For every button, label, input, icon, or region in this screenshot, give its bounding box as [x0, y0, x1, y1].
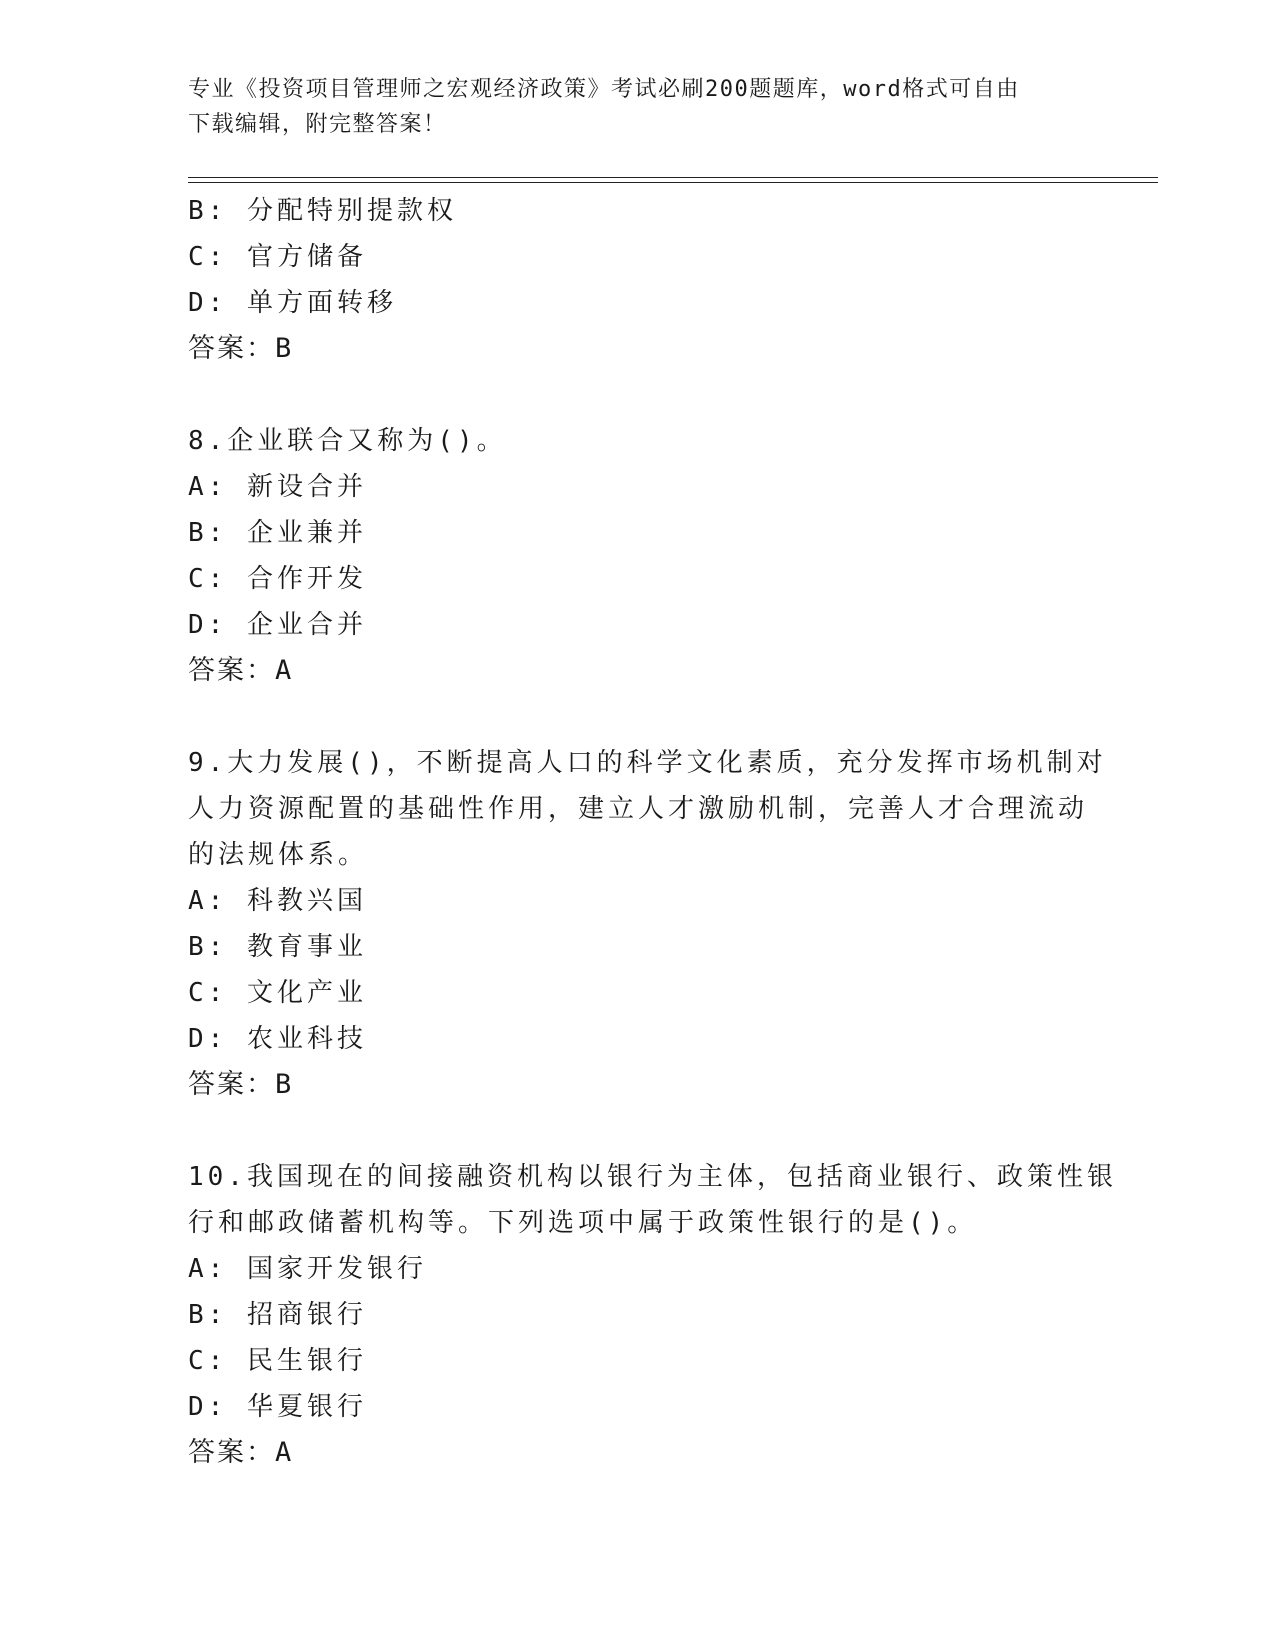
spacer	[188, 694, 1088, 740]
option-a: A: 新设合并	[188, 472, 367, 502]
question-block-7	[188, 188, 1088, 372]
answer: 答案：A	[188, 655, 294, 686]
option-c: C: 文化产业	[188, 978, 367, 1008]
question-text	[188, 1154, 1117, 1246]
option-a: A: 国家开发银行	[188, 1254, 427, 1284]
question-block-8	[188, 418, 1088, 694]
answer: 答案：A	[188, 1437, 294, 1468]
option-a: A: 科教兴国	[188, 886, 367, 916]
question-block-10	[188, 1154, 1117, 1476]
option-d: D: 单方面转移	[188, 288, 397, 318]
question-text-line: 行和邮政储蓄机构等。下列选项中属于政策性银行的是()。	[188, 1208, 978, 1238]
option-b: B: 分配特别提款权	[188, 196, 457, 226]
question-text-line: 的法规体系。	[188, 840, 369, 870]
option-d: D: 农业科技	[188, 1024, 367, 1054]
option-c: C: 官方储备	[188, 242, 367, 272]
option-c: C: 民生银行	[188, 1346, 367, 1376]
option-c: C: 合作开发	[188, 564, 367, 594]
document-header	[188, 72, 1088, 142]
header-divider	[188, 182, 1158, 183]
spacer	[188, 372, 1088, 418]
spacer	[188, 1108, 1088, 1154]
question-block-9	[188, 740, 1107, 1108]
question-text-line: 人力资源配置的基础性作用，建立人才激励机制，完善人才合理流动	[188, 794, 1089, 824]
header-line: 专业《投资项目管理师之宏观经济政策》考试必刷200题题库，word格式可自由	[188, 77, 1020, 102]
question-text-line: 9.大力发展()，不断提高人口的科学文化素质，充分发挥市场机制对	[188, 748, 1107, 778]
question-text-line: 10.我国现在的间接融资机构以银行为主体，包括商业银行、政策性银	[188, 1162, 1117, 1192]
question-text	[188, 740, 1107, 878]
option-b: B: 招商银行	[188, 1300, 367, 1330]
option-d: D: 企业合并	[188, 610, 367, 640]
option-d: D: 华夏银行	[188, 1392, 367, 1422]
header-line: 下载编辑，附完整答案！	[188, 112, 447, 137]
answer: 答案：B	[188, 1069, 294, 1100]
question-text: 8.企业联合又称为()。	[188, 426, 507, 456]
option-b: B: 企业兼并	[188, 518, 367, 548]
answer: 答案：B	[188, 333, 294, 364]
option-b: B: 教育事业	[188, 932, 367, 962]
header-divider	[188, 177, 1158, 178]
question-list	[188, 188, 1117, 1476]
